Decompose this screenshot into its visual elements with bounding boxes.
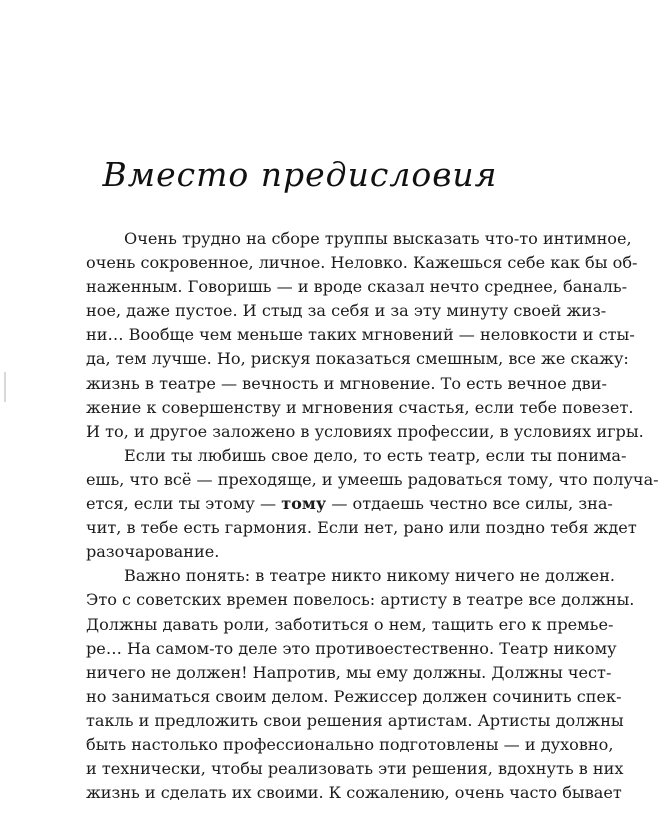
text-line: наженным. Говоришь — и вроде сказал нечто среднее, баналь- [86, 277, 628, 297]
text-line: очень сокровенное, личное. Неловко. Кажешься себе как бы об- [86, 253, 638, 273]
text-line: и технически, чтобы реализовать эти решения, вдохнуть в них [86, 759, 624, 779]
text-line: ни… Вообще чем меньше таких мгновений — неловкости и сты- [86, 325, 635, 345]
chapter-title: Вместо предисловия [102, 155, 498, 194]
text-line: такль и предложить свои решения артистам. Артисты должны [86, 710, 624, 730]
emphasized-word: тому [281, 494, 327, 514]
body-text [86, 227, 659, 805]
text-line: Если ты любишь свое дело, то есть театр, если ты понима- [124, 445, 627, 465]
text-line: жение к совершенству и мгновения счастья, если тебе повезет. [86, 397, 634, 417]
text-line: быть настолько профессионально подготовлены — и духовно, [86, 734, 614, 754]
text-line: чит, в тебе есть гармония. Если нет, рано или поздно тебя ждет [86, 518, 637, 538]
margin-mark [4, 372, 6, 402]
text-line: жизнь в театре — вечность и мгновение. То есть вечное дви- [86, 373, 607, 393]
text-line: И то, и другое заложено в условиях профессии, в условиях игры. [86, 421, 644, 441]
text-line: ре… На самом-то деле это противоестественно. Театр никому [86, 638, 617, 658]
text-line: ное, даже пустое. И стыд за себя и за эту минуту своей жиз- [86, 301, 607, 321]
text-line: Должны давать роли, заботиться о нем, тащить его к премье- [86, 614, 614, 634]
text-line: разочарование. [86, 542, 220, 562]
text-line: Очень трудно на сборе труппы высказать что-то интимное, [124, 229, 632, 248]
text-line: Это с советских времен повелось: артисту в театре все должны. [86, 590, 635, 610]
text-line: жизнь и сделать их своими. К сожалению, очень часто бывает [86, 783, 622, 803]
text-line [86, 492, 613, 516]
text-line: ешь, что всё — преходяще, и умеешь радоваться тому, что получа- [86, 469, 659, 489]
text-line: ничего не должен! Напротив, мы ему должны. Должны чест- [86, 662, 612, 682]
text-line: Важно понять: в театре никто никому ничего не должен. [124, 566, 616, 586]
text-segment: ется, если ты этому — [86, 494, 277, 514]
text-line: но заниматься своим делом. Режиссер должен сочинить спек- [86, 686, 622, 706]
text-segment: — отдаешь честно все силы, зна- [331, 494, 613, 514]
text-line: да, тем лучше. Но, рискуя показаться смешным, все же скажу: [86, 349, 629, 369]
